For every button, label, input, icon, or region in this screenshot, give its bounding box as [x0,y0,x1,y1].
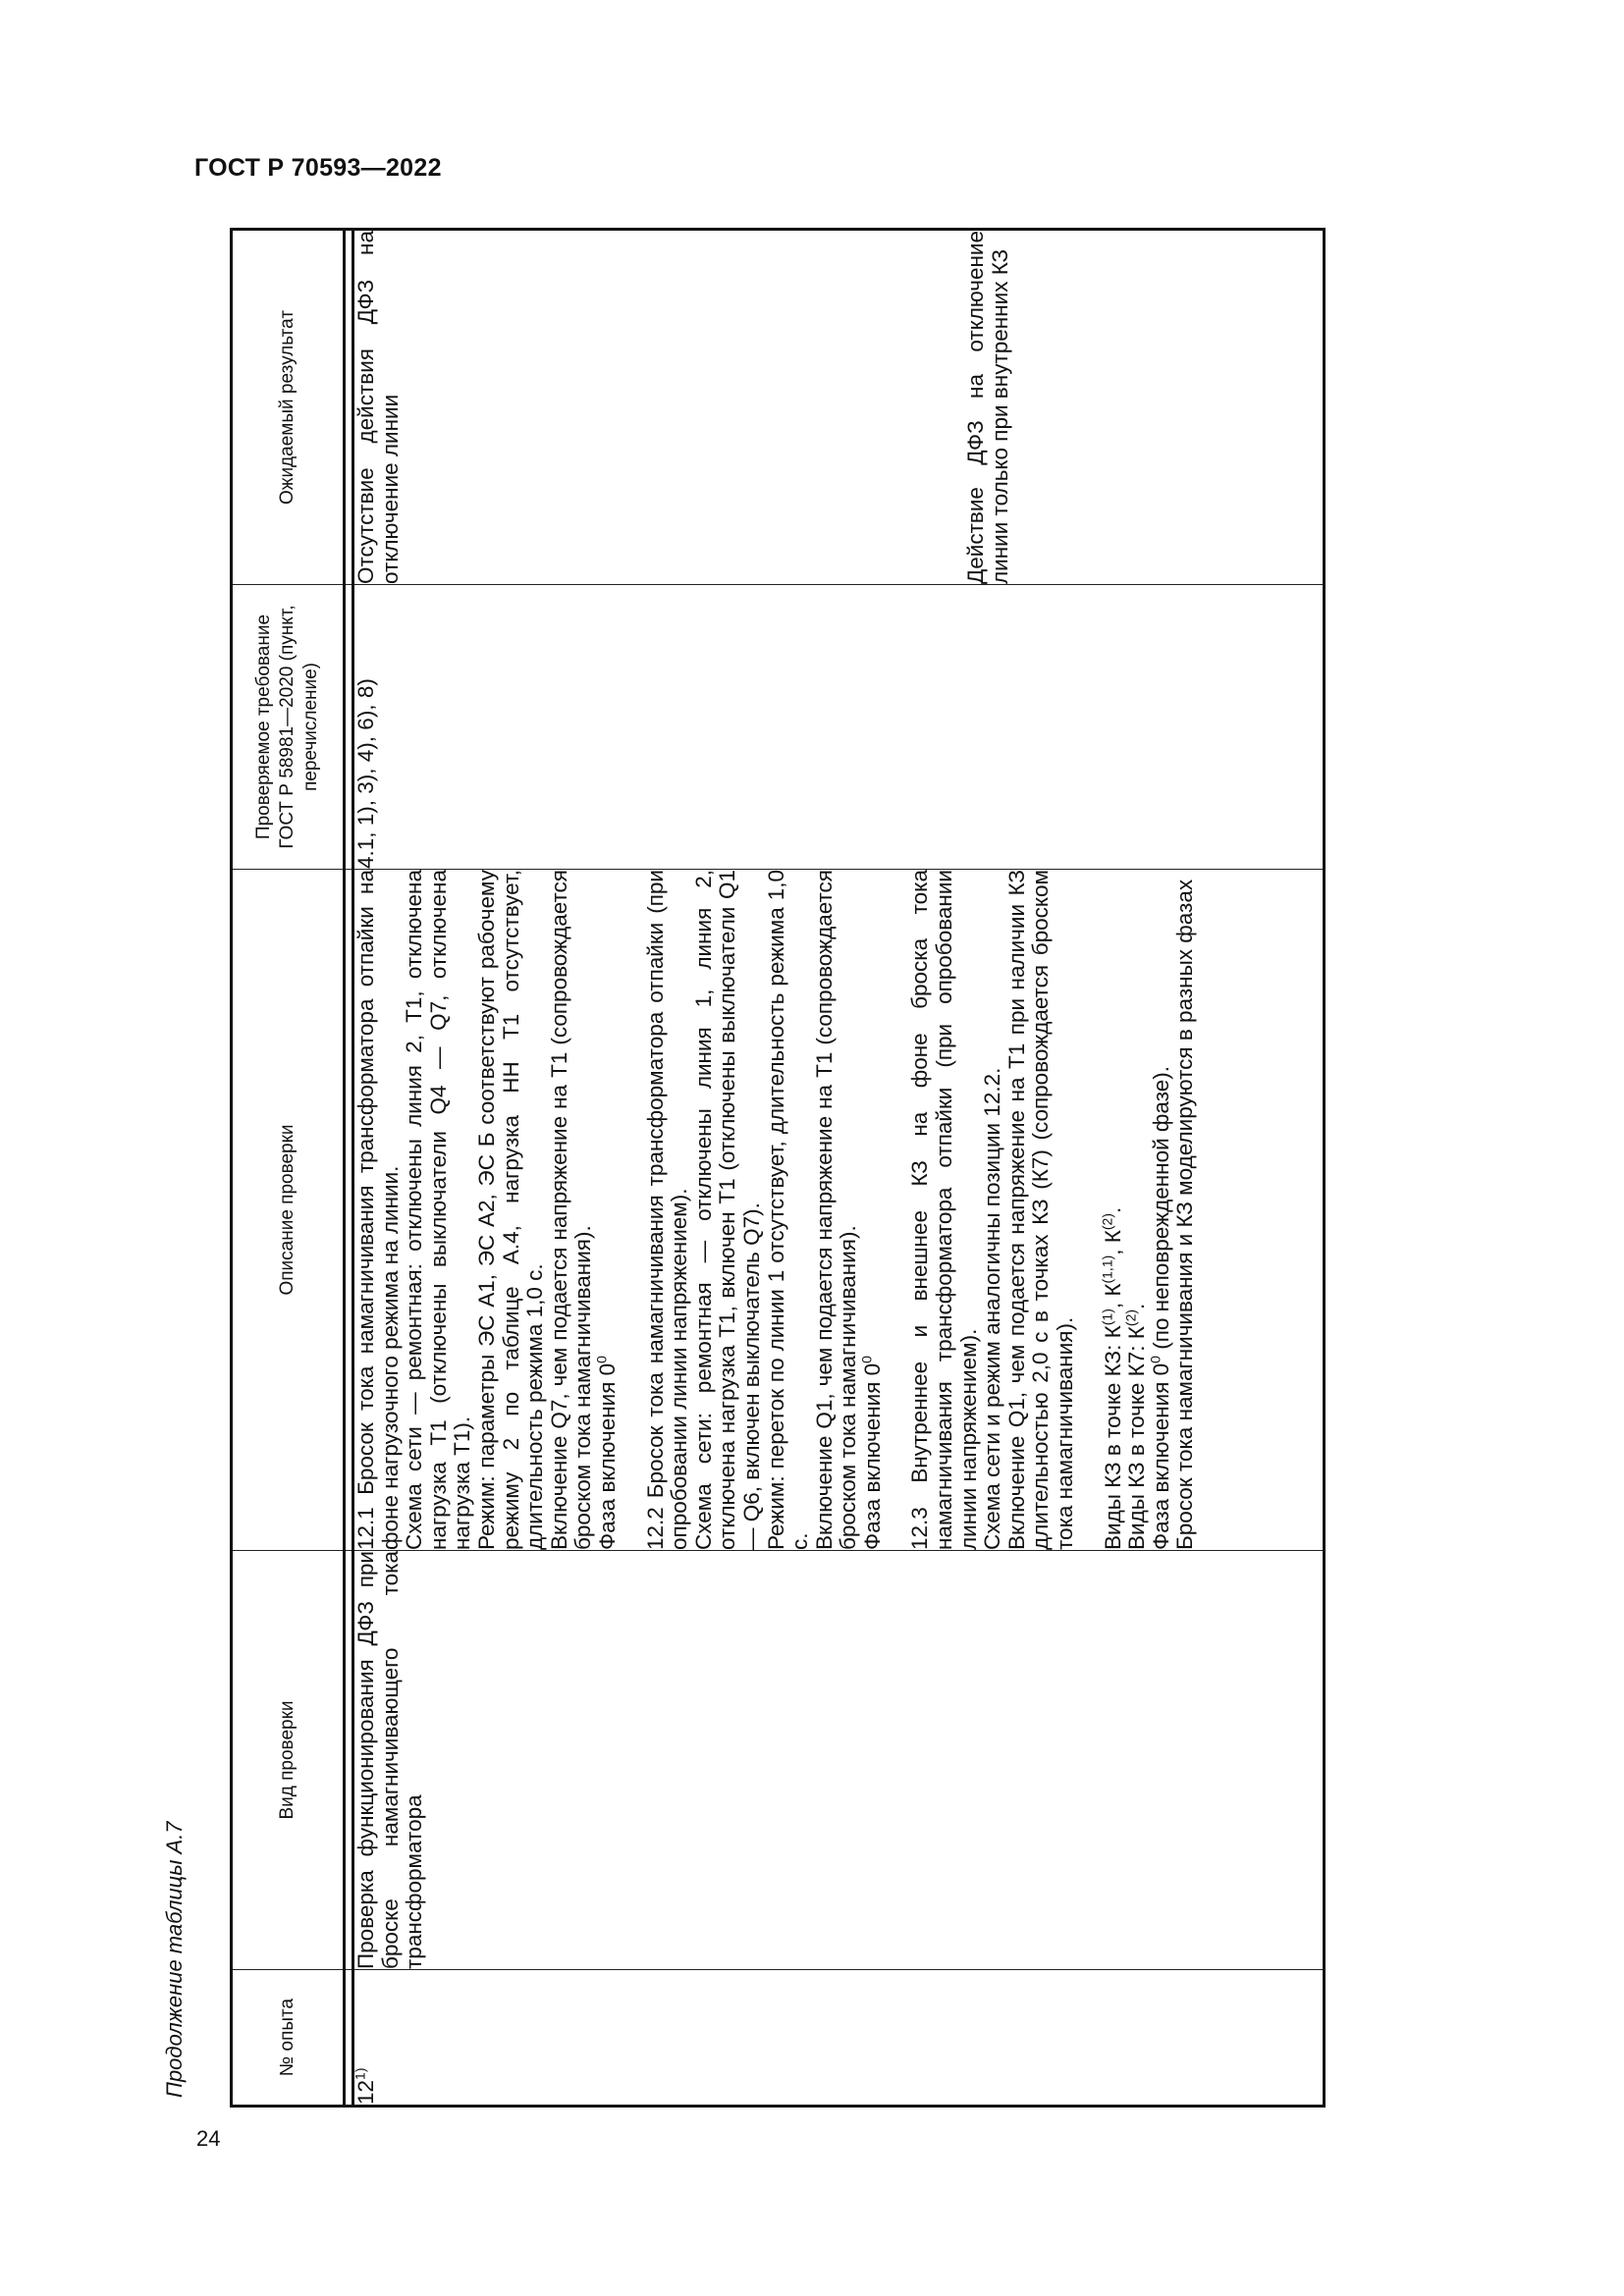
result-no-trip: Отсутствие действия ДФЗ на отключение линии [353,231,403,584]
header-requirement: Проверяемое требование ГОСТ Р 58981—2020 (пункт, перечисление) [232,585,345,870]
table-a7 [230,228,1326,2108]
header-result: Ожидаемый результат [232,230,345,585]
phase-text: (по неповрежденной фазе). [1148,1065,1173,1357]
phase-text: Фаза включения 0 [1148,1362,1173,1550]
kz-text: Виды КЗ в точке КЗ: К [1100,1325,1125,1550]
cell-result [353,230,1325,585]
desc-12-2-title: 12.2 Бросок тока намагничивания трансформатора отпайки (при опробовании линии напряжением). [642,870,692,1550]
desc-12-1-phase [593,870,621,1550]
desc-12-3-scheme: Схема сети и режим аналогичны позиции 12.2. [980,1067,1005,1550]
cell-requirement [353,585,1325,870]
check-type: Проверка функционирования ДФЗ при броске намагничивающего тока трансформатора [353,1551,427,1969]
desc-12-1-switch: Включение Q7, чем подается напряжение на Т1 (сопровождается броском тока намагничивания). [546,870,596,1550]
header-row [232,230,345,2107]
desc-12-1-scheme: Схема сети — ремонтная: отключены линия 2, Т1, отключена нагрузка Т1 (отключены выключатели Q4 — Q7, отключена нагрузка Т1). [402,870,475,1550]
desc-12-2-phase [858,870,886,1550]
table-row [353,230,1325,2107]
requirement-ref: 4.1, 1), 3), 4), 6), 8) [353,678,378,869]
rotated-table-container [230,231,1326,2108]
kz-text: Виды КЗ в точке К7: К [1124,1326,1150,1550]
kz-sup: (1,1) [1099,1255,1115,1284]
desc-12-2-scheme: Схема сети: ремонтная — отключены линия 1, линия 2, отключена нагрузка Т1, включен Т1 (отключены выключатели Q1 — Q6, включен выключатель Q7). [690,870,764,1550]
desc-phase-on [1147,870,1174,1550]
desc-kz-types-1 [1099,870,1126,1550]
row-number: 12 [353,2079,378,2105]
cell-description [353,870,1325,1551]
kz-sup: (2) [1122,1308,1139,1327]
page-number: 24 [196,2126,221,2151]
cell-type [353,1551,1325,1970]
desc-12-2-mode: Режим: переток по линии 1 отсутствует, длительность режима 1,0 с. [763,870,813,1550]
phase-text: Фаза включения 0 [594,1362,620,1550]
header-type: Вид проверки [232,1551,345,1970]
kz-sup: (2) [1099,1212,1115,1231]
desc-12-1-title: 12.1 Бросок тока намагничивания трансформатора отпайки на фоне нагрузочного режима на линии. [353,870,403,1550]
phase-degree: 0 [593,1356,610,1363]
kz-text: . [1100,1206,1125,1213]
table-caption: Продолжение таблицы А.7 [162,1821,187,2098]
desc-last-line: Бросок тока намагничивания и КЗ моделируются в разных фазах [1172,879,1198,1550]
header-description: Описание проверки [232,870,345,1551]
desc-12-3-switch: Включение Q1, чем подается напряжение на Т1 при наличии КЗ длительностью 2,0 с в точках КЗ (К7) (сопровождается броском тока намагничивания). [1003,870,1078,1550]
phase-degree: 0 [858,1356,875,1363]
phase-degree: 0 [1147,1356,1164,1363]
desc-12-3-title: 12.3 Внутреннее и внешнее КЗ на фоне броска тока намагничивания трансформатора отпайки (при опробовании линии напряжением). [907,870,981,1550]
desc-12-2-switch: Включение Q1, чем подается напряжение на Т1 (сопровождается броском тока намагничивания). [811,870,861,1550]
kz-text: , К [1100,1283,1125,1309]
standard-code: ГОСТ Р 70593—2022 [194,154,442,182]
result-trip-internal: Действие ДФЗ на отключение линии только при внутренних КЗ [963,231,1012,584]
cell-num [353,1970,1325,2107]
kz-text: . [1124,1303,1150,1309]
header-separator [345,230,353,2107]
kz-sup: (1) [1099,1308,1115,1326]
header-num: № опыта [232,1970,345,2107]
phase-text: Фаза включения 0 [859,1362,885,1550]
desc-kz-types-2 [1122,870,1150,1550]
row-number-footnote: 1) [352,2067,368,2080]
kz-text: , К [1100,1230,1125,1255]
desc-12-1-mode: Режим: параметры ЭС А1, ЭС А2, ЭС Б соответствуют рабочему режиму 2 по таблице А.4, нагрузка НН Т1 отсутствует, длительность режима 1,0 с. [473,870,548,1550]
